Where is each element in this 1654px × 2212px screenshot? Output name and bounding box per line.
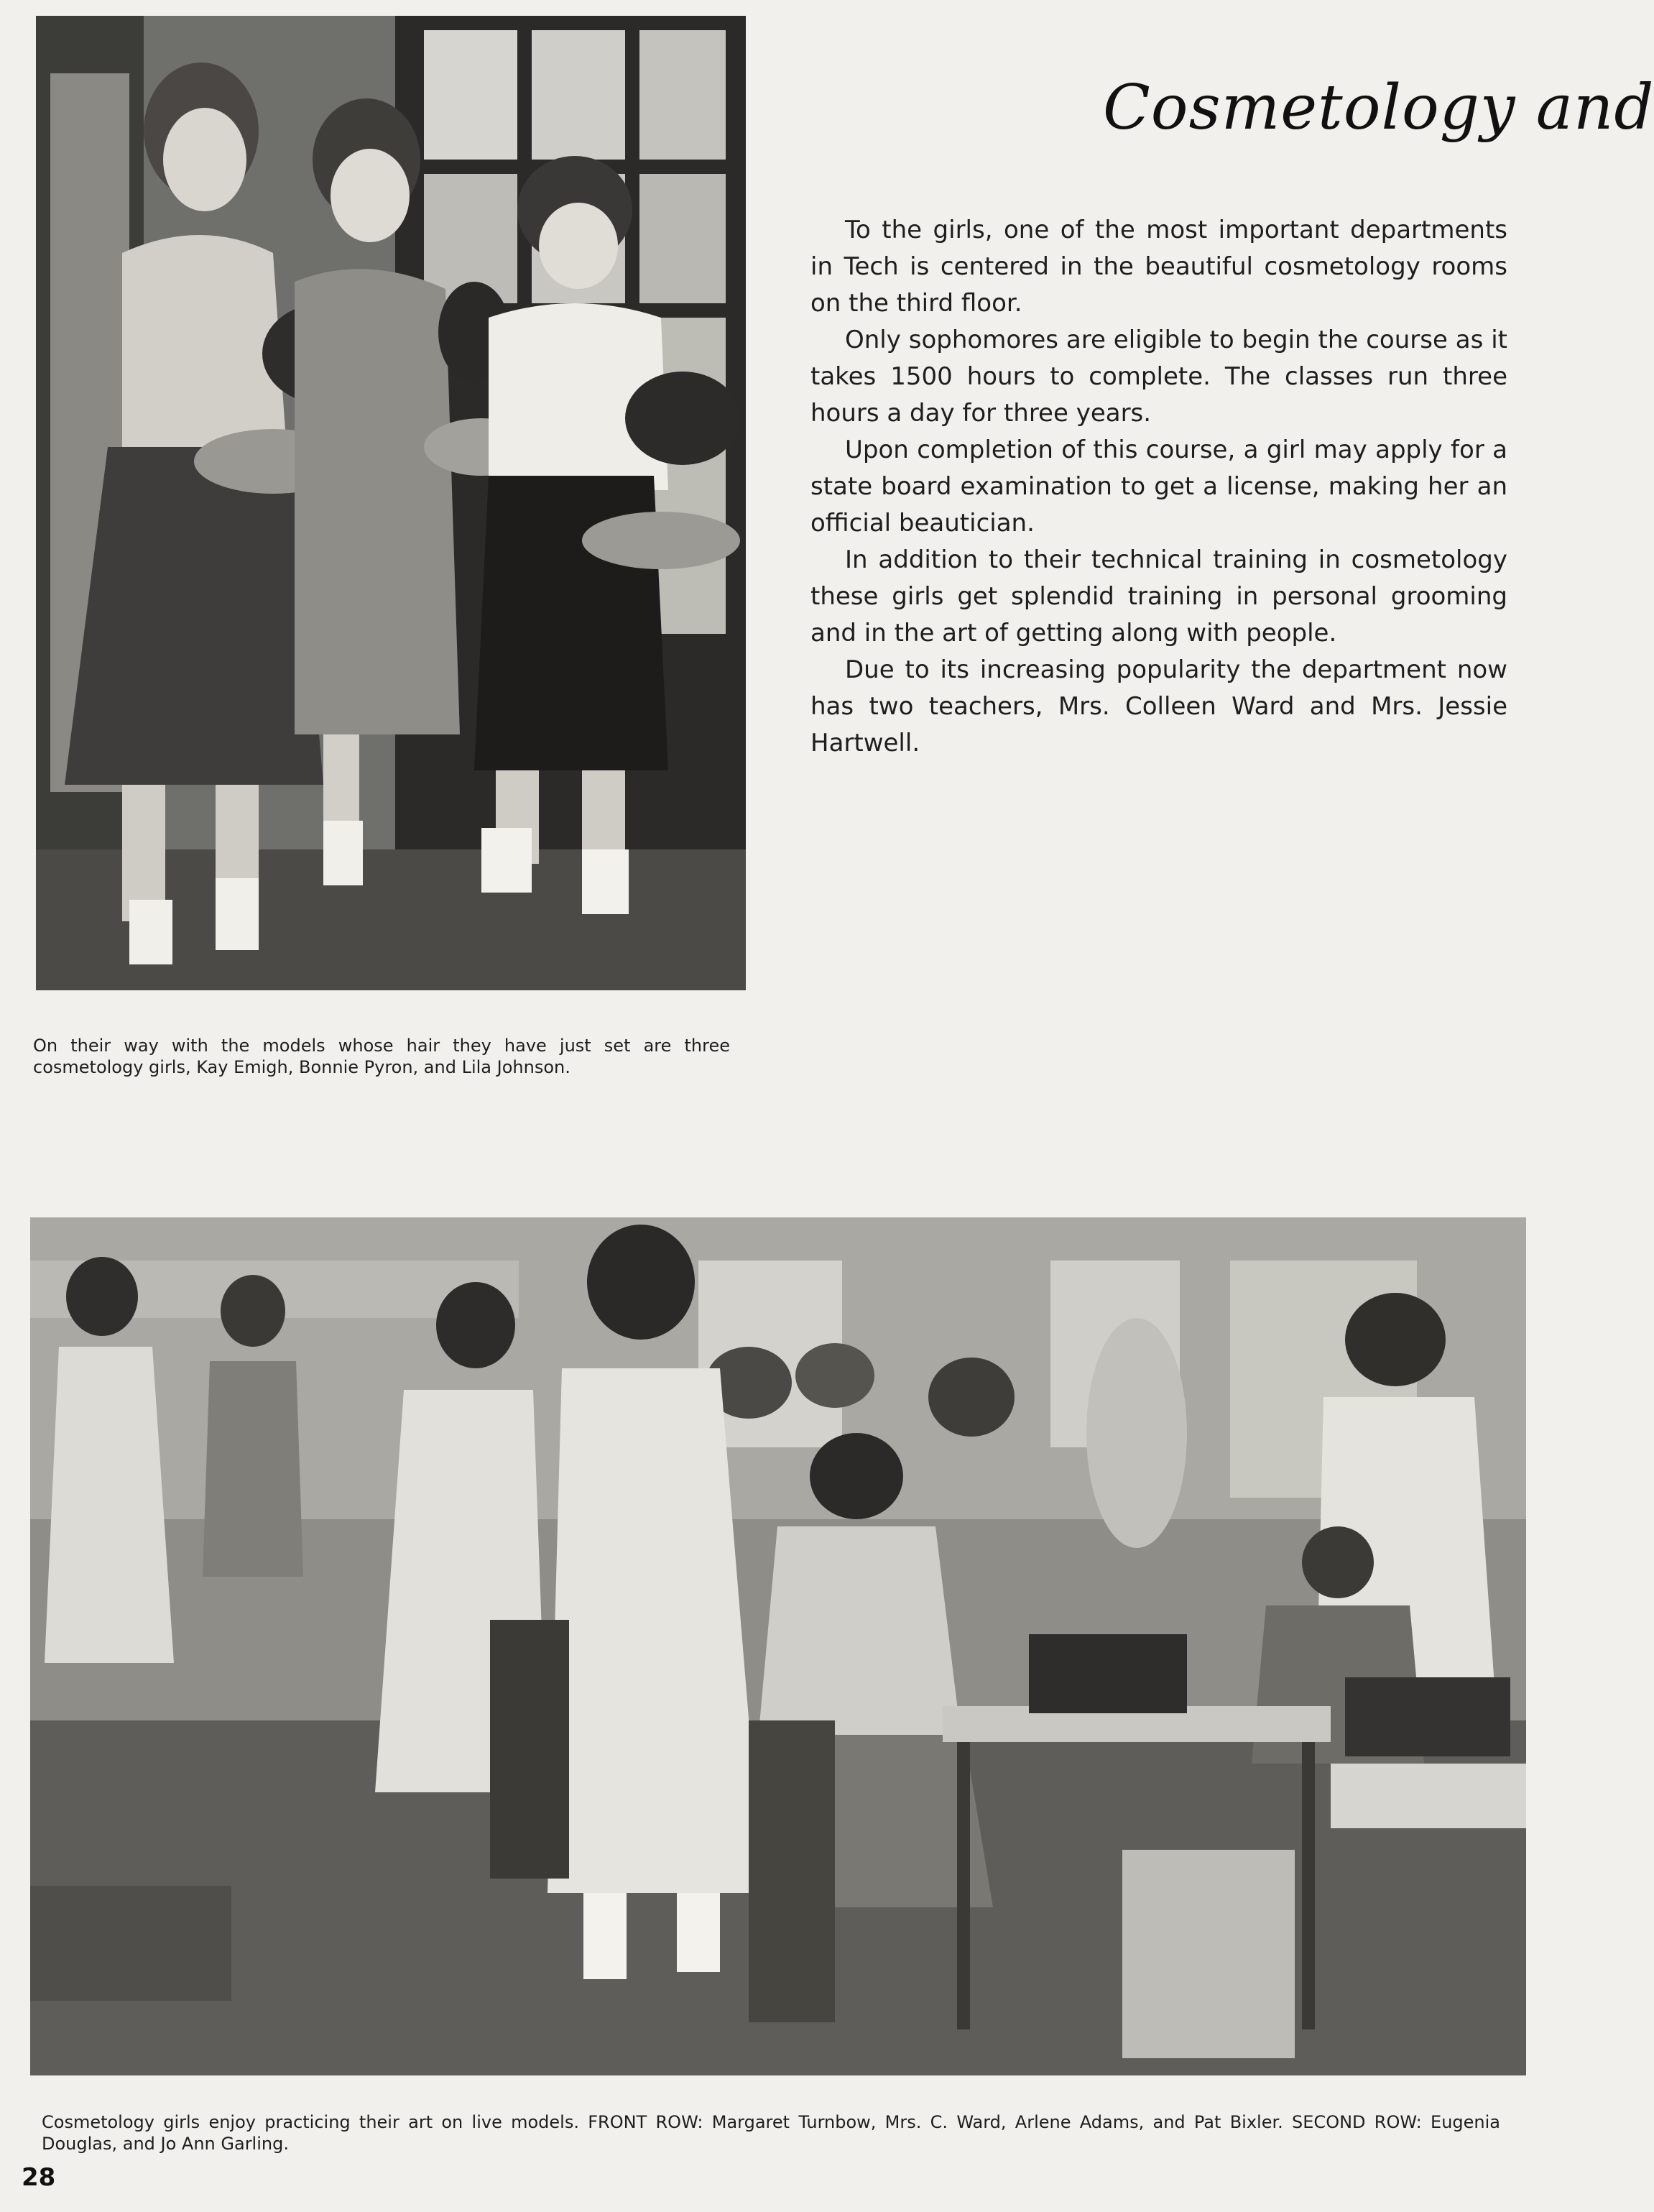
photo-three-girls-illustration <box>36 16 746 990</box>
photo-classroom-illustration <box>30 1217 1526 2075</box>
article-paragraph: Upon completion of this course, a girl may apply for a state board examination to get a license, making her an official beautician. <box>810 436 1507 538</box>
photo-three-girls-with-mannequins <box>36 16 746 990</box>
article-paragraph: In addition to their technical training in cosmetology these girls get splendid training in personal grooming and in the art of getting along with people. <box>810 545 1507 648</box>
article-paragraph: To the girls, one of the most important departments in Tech is centered in the beautiful cosmetology rooms on the third floor. <box>810 216 1507 318</box>
bottom-photo-caption: Cosmetology girls enjoy practicing their art on live models. FRONT ROW: Margaret Turnbow, Mrs. C. Ward, Arlene Adams, and Pat Bixler. SECOND ROW: Eugenia Douglas, and Jo Ann Garling. <box>42 2112 1500 2154</box>
article-paragraph: Due to its increasing popularity the department now has two teachers, Mrs. Colleen Ward and Mrs. Jessie Hartwell. <box>810 655 1507 757</box>
top-photo-caption: On their way with the models whose hair they have just set are three cosmetology girls, Kay Emigh, Bonnie Pyron, and Lila Johnson. <box>33 1036 730 1077</box>
article-body <box>810 212 1507 762</box>
article-paragraph: Only sophomores are eligible to begin the course as it takes 1500 hours to complete. The classes run three hours a day for three years. <box>810 326 1507 428</box>
photo-cosmetology-classroom <box>30 1217 1526 2075</box>
page-title: Cosmetology and <box>1103 72 1654 144</box>
page-number: 28 <box>22 2163 56 2192</box>
